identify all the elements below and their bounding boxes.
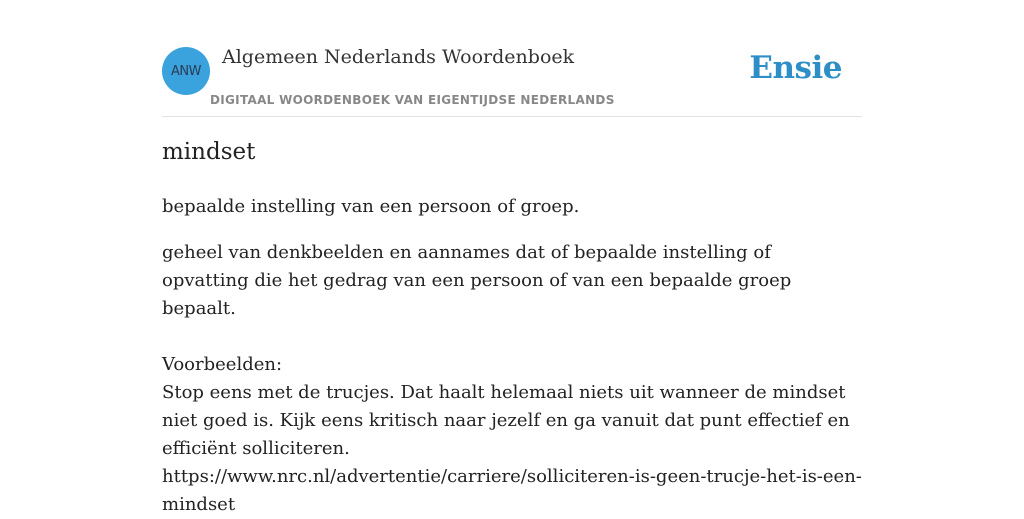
long-definition-block — [162, 239, 862, 519]
site-header — [162, 40, 862, 117]
site-title[interactable]: Algemeen Nederlands Woordenboek — [222, 46, 575, 68]
example-source: https://www.nrc.nl/advertentie/carriere/solliciteren-is-geen-trucje-het-is-een-mindset — [162, 466, 862, 515]
ensie-brand-logo[interactable]: Ensie — [749, 50, 842, 86]
anw-logo[interactable] — [162, 47, 210, 95]
examples-label: Voorbeelden: — [162, 354, 283, 375]
short-definition: bepaalde instelling van een persoon of groep. — [162, 196, 580, 217]
examples-section — [162, 351, 862, 519]
entry-headword: mindset — [162, 139, 256, 165]
long-definition: geheel van denkbeelden en aannames dat of bepaalde instelling of opvatting die het gedrag van een persoon of van een bepaalde groep bepaalt. — [162, 242, 792, 319]
site-subtitle: DIGITAAL WOORDENBOEK VAN EIGENTIJDSE NEDERLANDS — [210, 93, 615, 107]
example-text: Stop eens met de trucjes. Dat haalt helemaal niets uit wanneer de mindset niet goed is. Kijk eens kritisch naar jezelf en ga vanuit dat punt effectief en efficiënt solliciteren. — [162, 382, 850, 459]
logo-text: ANW — [171, 63, 201, 79]
